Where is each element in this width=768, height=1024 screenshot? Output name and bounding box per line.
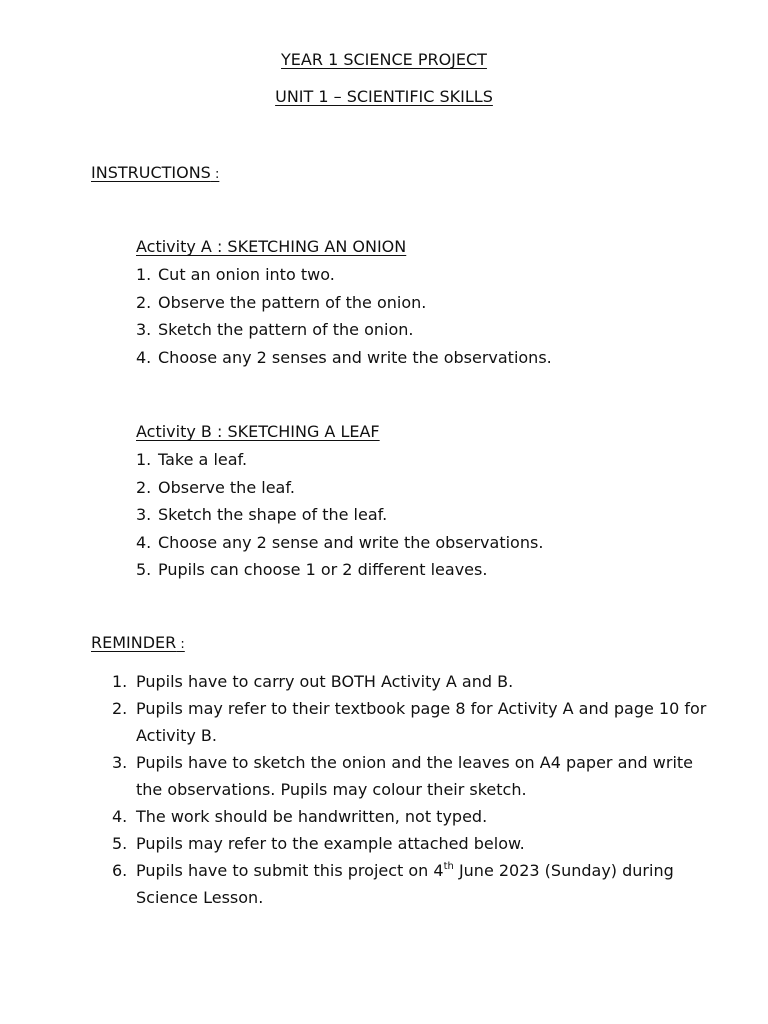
list-item: 1. Take a leaf. xyxy=(136,450,248,469)
list-item: 2. Observe the leaf. xyxy=(136,477,295,497)
list-item: 3. Sketch the pattern of the onion. xyxy=(136,320,414,339)
list-item: 4. The work should be handwritten, not typed. xyxy=(112,807,488,826)
reminder-heading: REMINDER : xyxy=(91,633,185,652)
activity-b-steps xyxy=(136,450,543,588)
list-item: 5. Pupils can choose 1 or 2 different leaves. xyxy=(136,560,488,579)
instructions-heading: INSTRUCTIONS : xyxy=(91,163,220,182)
list-item: 3. Sketch the shape of the leaf. xyxy=(136,505,388,524)
activity-a-title: Activity A : SKETCHING AN ONION xyxy=(136,237,407,256)
list-item: 3. Pupils have to sketch the onion and the leaves on A4 paper and write the observations. Pupils may colour their sketch. xyxy=(112,753,693,799)
reminder-list xyxy=(112,668,712,911)
document-title-line1: YEAR 1 SCIENCE PROJECT xyxy=(281,50,487,69)
list-item: 4. Choose any 2 senses and write the observations. xyxy=(136,347,552,367)
reminder-6-text: Pupils have to submit this project on 4th June 2023 (Sunday) during Science Lesson. xyxy=(136,860,674,907)
list-item: 2. Pupils may refer to their textbook page 8 for Activity A and page 10 for Activity B. xyxy=(112,699,707,745)
list-item: 4. Choose any 2 sense and write the observations. xyxy=(136,532,544,552)
list-item: 1. Pupils have to carry out BOTH Activity A and B. xyxy=(112,672,514,691)
activity-b-title: Activity B : SKETCHING A LEAF xyxy=(136,422,380,441)
list-item: 2. Observe the pattern of the onion. xyxy=(136,292,427,312)
list-item: 5. Pupils may refer to the example attached below. xyxy=(112,834,525,853)
list-item: 6. Pupils have to submit this project on 4th June 2023 (Sunday) during Science Lesson. xyxy=(112,857,712,911)
document-title-line2: UNIT 1 – SCIENTIFIC SKILLS xyxy=(275,87,493,106)
list-item: 1. Cut an onion into two. xyxy=(136,265,335,284)
activity-a-steps xyxy=(136,265,552,375)
